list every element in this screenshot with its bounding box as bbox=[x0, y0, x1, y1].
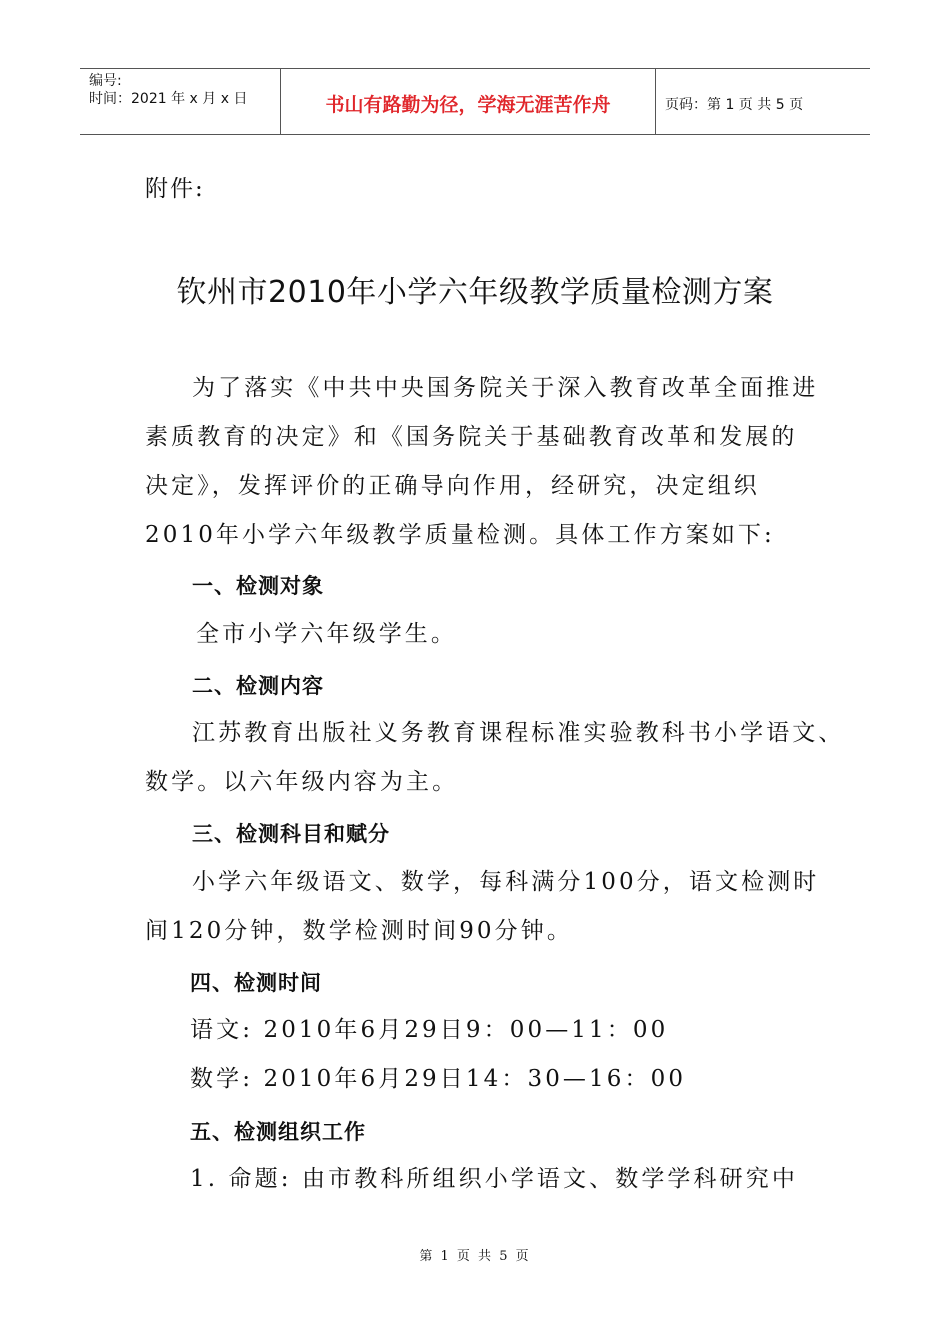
section-4-line-2: 数学: 2010年6月29日14：30—16：00 bbox=[190, 1066, 687, 1092]
time-label: 时间：2021 年 x 月 x 日 bbox=[89, 91, 248, 107]
intro-line-1: 为了落实《中共中央国务院关于深入教育改革全面推进 bbox=[192, 375, 819, 401]
page-footer: 第 1 页 共 5 页 bbox=[419, 1249, 531, 1264]
section-heading-3: 三、检测科目和赋分 bbox=[192, 822, 390, 846]
section-4-line-1: 语文: 2010年6月29日9：00—11：00 bbox=[190, 1017, 669, 1043]
section-2-line-2: 数学。以六年级内容为主。 bbox=[145, 769, 459, 795]
header-meta bbox=[80, 69, 281, 134]
intro-line-4: 2010年小学六年级教学质量检测。具体工作方案如下: bbox=[145, 522, 775, 548]
section-heading-2: 二、检测内容 bbox=[192, 674, 324, 698]
number-label: 编号: bbox=[89, 73, 122, 89]
intro-line-3: 决定》，发挥评价的正确导向作用，经研究，决定组织 bbox=[145, 473, 760, 499]
header-page-info: 页码：第 1 页 共 5 页 bbox=[665, 96, 804, 113]
section-heading-5: 五、检测组织工作 bbox=[190, 1120, 366, 1144]
section-3-line-2: 间120分钟，数学检测时间90分钟。 bbox=[145, 918, 573, 944]
section-3-line-1: 小学六年级语文、数学，每科满分100分，语文检测时 bbox=[192, 869, 820, 895]
section-2-line-1: 江苏教育出版社义务教育课程标准实验教科书小学语文、 bbox=[192, 720, 845, 746]
header-motto: 书山有路勤为径，学海无涯苦作舟 bbox=[281, 69, 656, 134]
attachment-label: 附件: bbox=[145, 176, 205, 202]
section-1-line-1: 全市小学六年级学生。 bbox=[196, 621, 457, 647]
intro-line-2: 素质教育的决定》和《国务院关于基础教育改革和发展的 bbox=[145, 424, 798, 450]
section-heading-4: 四、检测时间 bbox=[190, 971, 322, 995]
section-5-line-1: 1. 命题: 由市教科所组织小学语文、数学学科研究中 bbox=[190, 1166, 798, 1192]
section-heading-1: 一、检测对象 bbox=[192, 574, 324, 598]
document-title: 钦州市2010年小学六年级教学质量检测方案 bbox=[176, 275, 774, 310]
document-header bbox=[80, 68, 870, 135]
